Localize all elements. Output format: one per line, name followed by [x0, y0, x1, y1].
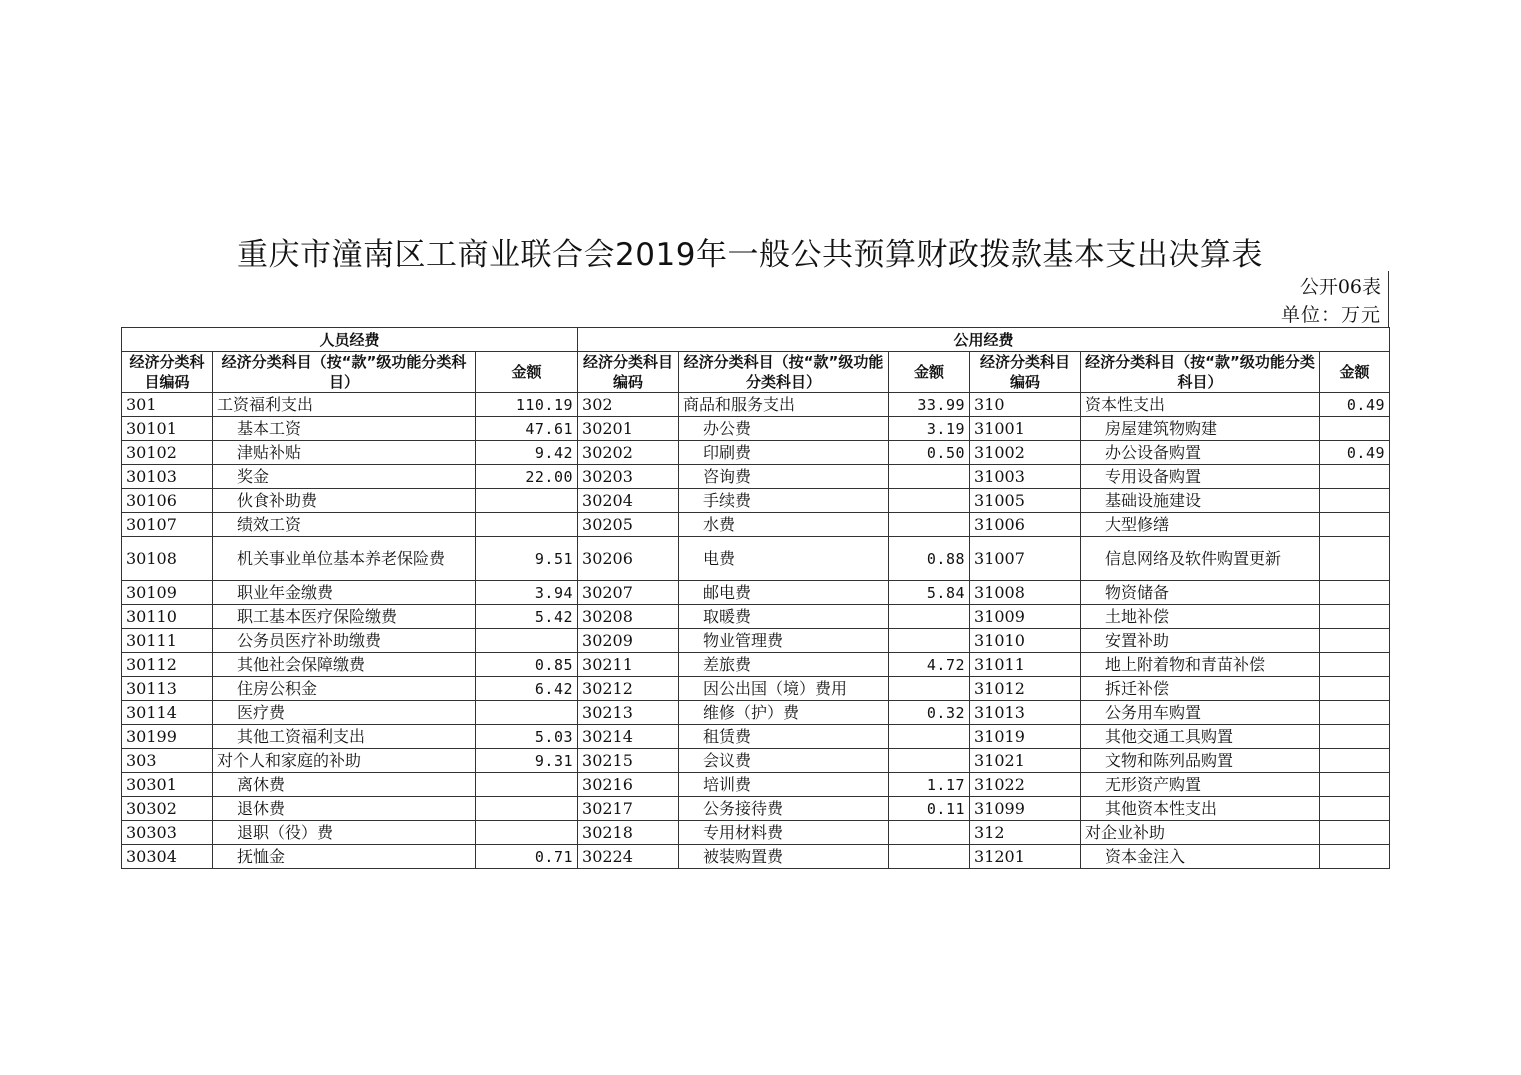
code-cell: 310: [970, 393, 1081, 417]
code-cell: 31021: [970, 749, 1081, 773]
name-cell: 抚恤金: [213, 845, 476, 869]
table-row: [122, 537, 1390, 581]
amount-cell: [1320, 417, 1390, 441]
code-cell: 31003: [970, 465, 1081, 489]
amount-cell: [889, 465, 970, 489]
name-cell: 离休费: [213, 773, 476, 797]
code-cell: 30213: [578, 701, 679, 725]
name-cell: 差旅费: [679, 653, 889, 677]
code-cell: 30106: [122, 489, 213, 513]
amount-cell: 22.00: [476, 465, 578, 489]
name-cell: 伙食补助费: [213, 489, 476, 513]
table-row: [122, 629, 1390, 653]
amount-cell: 9.51: [476, 537, 578, 581]
table-row: [122, 581, 1390, 605]
code-cell: 301: [122, 393, 213, 417]
name-cell: 会议费: [679, 749, 889, 773]
name-cell: 医疗费: [213, 701, 476, 725]
code-cell: 30218: [578, 821, 679, 845]
code-cell: 31002: [970, 441, 1081, 465]
amount-cell: [1320, 677, 1390, 701]
code-cell: 31099: [970, 797, 1081, 821]
amount-cell: [1320, 797, 1390, 821]
name-cell: 商品和服务支出: [679, 393, 889, 417]
name-cell: 邮电费: [679, 581, 889, 605]
amount-cell: [1320, 629, 1390, 653]
amount-cell: [889, 845, 970, 869]
name-cell: 住房公积金: [213, 677, 476, 701]
amount-cell: [1320, 489, 1390, 513]
amount-cell: [476, 701, 578, 725]
name-cell: 物业管理费: [679, 629, 889, 653]
amount-cell: [889, 677, 970, 701]
amount-cell: [889, 749, 970, 773]
amount-cell: [1320, 701, 1390, 725]
code-cell: 31001: [970, 417, 1081, 441]
amount-cell: 0.49: [1320, 393, 1390, 417]
code-cell: 31019: [970, 725, 1081, 749]
table-row: [122, 441, 1390, 465]
amount-cell: 0.88: [889, 537, 970, 581]
name-cell: 培训费: [679, 773, 889, 797]
page-title: 重庆市潼南区工商业联合会2019年一般公共预算财政拨款基本支出决算表: [237, 237, 1263, 273]
amount-cell: [476, 513, 578, 537]
col-header-name: 经济分类科目（按“款”级功能分类科目）: [679, 352, 889, 393]
code-cell: 30101: [122, 417, 213, 441]
name-cell: 电费: [679, 537, 889, 581]
name-cell: 取暖费: [679, 605, 889, 629]
amount-cell: [476, 489, 578, 513]
code-cell: 31013: [970, 701, 1081, 725]
amount-cell: [889, 725, 970, 749]
code-cell: 30205: [578, 513, 679, 537]
name-cell: 物资储备: [1081, 581, 1320, 605]
code-cell: 30103: [122, 465, 213, 489]
name-cell: 无形资产购置: [1081, 773, 1320, 797]
col-header-name: 经济分类科目（按“款”级功能分类科目）: [213, 352, 476, 393]
amount-cell: [889, 629, 970, 653]
code-cell: 31006: [970, 513, 1081, 537]
table-row: [122, 465, 1390, 489]
table-row: [122, 393, 1390, 417]
amount-cell: [1320, 845, 1390, 869]
code-cell: 31008: [970, 581, 1081, 605]
table-row: [122, 653, 1390, 677]
amount-cell: [1320, 773, 1390, 797]
name-cell: 大型修缮: [1081, 513, 1320, 537]
name-cell: 咨询费: [679, 465, 889, 489]
amount-cell: [476, 821, 578, 845]
table-row: [122, 821, 1390, 845]
name-cell: 机关事业单位基本养老保险费: [213, 537, 476, 581]
amount-cell: [1320, 725, 1390, 749]
amount-cell: 0.49: [1320, 441, 1390, 465]
code-cell: 30203: [578, 465, 679, 489]
name-cell: 公务员医疗补助缴费: [213, 629, 476, 653]
expenditure-table: [121, 327, 1390, 869]
name-cell: 被装购置费: [679, 845, 889, 869]
amount-cell: [476, 797, 578, 821]
col-header-amount: 金额: [476, 352, 578, 393]
code-cell: 30201: [578, 417, 679, 441]
amount-cell: [1320, 653, 1390, 677]
name-cell: 拆迁补偿: [1081, 677, 1320, 701]
amount-cell: [1320, 465, 1390, 489]
col-header-amount: 金额: [1320, 352, 1390, 393]
amount-cell: 0.11: [889, 797, 970, 821]
table-row: [122, 773, 1390, 797]
name-cell: 职工基本医疗保险缴费: [213, 605, 476, 629]
amount-cell: 0.71: [476, 845, 578, 869]
code-cell: 30217: [578, 797, 679, 821]
name-cell: 办公费: [679, 417, 889, 441]
table-row: [122, 417, 1390, 441]
name-cell: 资本性支出: [1081, 393, 1320, 417]
amount-cell: [1320, 749, 1390, 773]
amount-cell: [476, 773, 578, 797]
code-cell: 30208: [578, 605, 679, 629]
code-cell: 31011: [970, 653, 1081, 677]
name-cell: 工资福利支出: [213, 393, 476, 417]
code-cell: 31012: [970, 677, 1081, 701]
name-cell: 对个人和家庭的补助: [213, 749, 476, 773]
code-cell: 30206: [578, 537, 679, 581]
amount-cell: [476, 629, 578, 653]
code-cell: 30216: [578, 773, 679, 797]
col-header-code: 经济分类科目编码: [578, 352, 679, 393]
name-cell: 专用材料费: [679, 821, 889, 845]
amount-cell: 0.85: [476, 653, 578, 677]
amount-cell: 3.94: [476, 581, 578, 605]
table-row: [122, 701, 1390, 725]
table-row: [122, 749, 1390, 773]
amount-cell: 110.19: [476, 393, 578, 417]
code-cell: 30209: [578, 629, 679, 653]
table-row: [122, 845, 1390, 869]
name-cell: 信息网络及软件购置更新: [1081, 537, 1320, 581]
table-row: [122, 797, 1390, 821]
name-cell: 津贴补贴: [213, 441, 476, 465]
table-row: [122, 513, 1390, 537]
table-row: [122, 677, 1390, 701]
name-cell: 手续费: [679, 489, 889, 513]
divider-line: [1388, 271, 1389, 327]
table-row: [122, 489, 1390, 513]
name-cell: 租赁费: [679, 725, 889, 749]
code-cell: 30211: [578, 653, 679, 677]
name-cell: 奖金: [213, 465, 476, 489]
code-cell: 302: [578, 393, 679, 417]
amount-cell: 0.50: [889, 441, 970, 465]
amount-cell: 0.32: [889, 701, 970, 725]
col-header-name: 经济分类科目（按“款”级功能分类科目）: [1081, 352, 1320, 393]
amount-cell: [1320, 821, 1390, 845]
amount-cell: 4.72: [889, 653, 970, 677]
amount-cell: 9.42: [476, 441, 578, 465]
code-cell: 30301: [122, 773, 213, 797]
name-cell: 土地补偿: [1081, 605, 1320, 629]
code-cell: 30215: [578, 749, 679, 773]
name-cell: 房屋建筑物购建: [1081, 417, 1320, 441]
code-cell: 30207: [578, 581, 679, 605]
name-cell: 办公设备购置: [1081, 441, 1320, 465]
code-cell: 30199: [122, 725, 213, 749]
code-cell: 30112: [122, 653, 213, 677]
name-cell: 退职（役）费: [213, 821, 476, 845]
name-cell: 维修（护）费: [679, 701, 889, 725]
amount-cell: 47.61: [476, 417, 578, 441]
code-cell: 30113: [122, 677, 213, 701]
name-cell: 公务接待费: [679, 797, 889, 821]
name-cell: 因公出国（境）费用: [679, 677, 889, 701]
amount-cell: 5.03: [476, 725, 578, 749]
code-cell: 31022: [970, 773, 1081, 797]
code-cell: 30304: [122, 845, 213, 869]
name-cell: 基础设施建设: [1081, 489, 1320, 513]
amount-cell: [1320, 537, 1390, 581]
name-cell: 基本工资: [213, 417, 476, 441]
name-cell: 职业年金缴费: [213, 581, 476, 605]
name-cell: 绩效工资: [213, 513, 476, 537]
code-cell: 31010: [970, 629, 1081, 653]
name-cell: 其他交通工具购置: [1081, 725, 1320, 749]
amount-cell: [889, 821, 970, 845]
amount-cell: [889, 605, 970, 629]
name-cell: 退休费: [213, 797, 476, 821]
amount-cell: 5.84: [889, 581, 970, 605]
table-row: [122, 605, 1390, 629]
name-cell: 其他社会保障缴费: [213, 653, 476, 677]
name-cell: 其他资本性支出: [1081, 797, 1320, 821]
name-cell: 资本金注入: [1081, 845, 1320, 869]
code-cell: 30114: [122, 701, 213, 725]
group-header-public: 公用经费: [578, 328, 1390, 352]
code-cell: 31007: [970, 537, 1081, 581]
amount-cell: [1320, 513, 1390, 537]
name-cell: 公务用车购置: [1081, 701, 1320, 725]
name-cell: 安置补助: [1081, 629, 1320, 653]
code-cell: 30108: [122, 537, 213, 581]
code-cell: 31009: [970, 605, 1081, 629]
unit-label: 单位：万元: [1280, 304, 1381, 326]
group-header-personnel: 人员经费: [122, 328, 578, 352]
amount-cell: [1320, 605, 1390, 629]
code-cell: 30224: [578, 845, 679, 869]
code-cell: 30202: [578, 441, 679, 465]
name-cell: 地上附着物和青苗补偿: [1081, 653, 1320, 677]
col-header-code: 经济分类科目编码: [122, 352, 213, 393]
name-cell: 文物和陈列品购置: [1081, 749, 1320, 773]
code-cell: 30109: [122, 581, 213, 605]
code-cell: 312: [970, 821, 1081, 845]
name-cell: 对企业补助: [1081, 821, 1320, 845]
amount-cell: [889, 513, 970, 537]
code-cell: 30110: [122, 605, 213, 629]
code-cell: 30102: [122, 441, 213, 465]
code-cell: 30303: [122, 821, 213, 845]
name-cell: 专用设备购置: [1081, 465, 1320, 489]
amount-cell: 9.31: [476, 749, 578, 773]
code-cell: 31005: [970, 489, 1081, 513]
amount-cell: 6.42: [476, 677, 578, 701]
col-header-code: 经济分类科目编码: [970, 352, 1081, 393]
code-cell: 31201: [970, 845, 1081, 869]
col-header-amount: 金额: [889, 352, 970, 393]
code-cell: 30107: [122, 513, 213, 537]
name-cell: 水费: [679, 513, 889, 537]
code-cell: 30111: [122, 629, 213, 653]
amount-cell: 5.42: [476, 605, 578, 629]
table-row: [122, 725, 1390, 749]
amount-cell: 3.19: [889, 417, 970, 441]
name-cell: 印刷费: [679, 441, 889, 465]
code-cell: 30302: [122, 797, 213, 821]
code-cell: 30214: [578, 725, 679, 749]
amount-cell: [1320, 581, 1390, 605]
amount-cell: 33.99: [889, 393, 970, 417]
form-number: 公开06表: [1299, 276, 1381, 298]
amount-cell: [889, 489, 970, 513]
name-cell: 其他工资福利支出: [213, 725, 476, 749]
amount-cell: 1.17: [889, 773, 970, 797]
code-cell: 30212: [578, 677, 679, 701]
code-cell: 30204: [578, 489, 679, 513]
code-cell: 303: [122, 749, 213, 773]
